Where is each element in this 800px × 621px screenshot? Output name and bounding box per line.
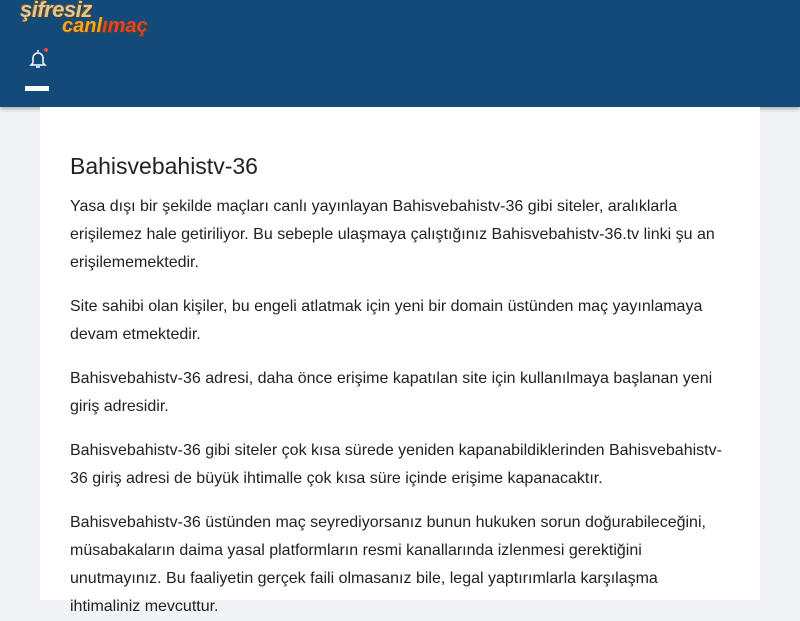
menu-toggle-button[interactable] <box>25 86 49 91</box>
site-header <box>0 0 800 107</box>
site-logo[interactable]: şifresiz canlımaç <box>20 0 148 37</box>
page-title: Bahisvebahistv-36 <box>70 153 258 179</box>
notification-dot <box>44 48 48 52</box>
article-paragraph: Site sahibi olan kişiler, bu engeli atlatmak için yeni bir domain üstünden maç yayınlamaya devam etmektedir. <box>70 298 703 343</box>
article-paragraph: Bahisvebahistv-36 üstünden maç seyrediyorsanız bunun hukuken sorun doğurabileceğini, müsabakaların daima yasal platformların resmi kanallarında izlenmesi gerektiğini unutmayınız. Bu faaliyetin gerçek faili olmasanız bile, legal yaptırımlarla karşılaşma ihtimaliniz mevcuttur. <box>70 514 706 615</box>
article-card <box>40 107 760 615</box>
article-paragraph: Bahisvebahistv-36 adresi, daha önce erişime kapatılan site için kullanılmaya başlanan yeni giriş adresidir. <box>70 370 713 415</box>
article-paragraph: Bahisvebahistv-36 gibi siteler çok kısa sürede yeniden kapanabildiklerinden Bahisvebahistv-36 giriş adresi de büyük ihtimalle çok kısa süre içinde erişime kapanacaktır. <box>70 442 722 487</box>
article-paragraph: Yasa dışı bir şekilde maçları canlı yayınlayan Bahisvebahistv-36 gibi siteler, aralıklarla erişilemez hale getiriliyor. Bu sebeple ulaşmaya çalıştığınız Bahisvebahistv-36.tv linki şu an erişilememektedir. <box>70 198 715 271</box>
